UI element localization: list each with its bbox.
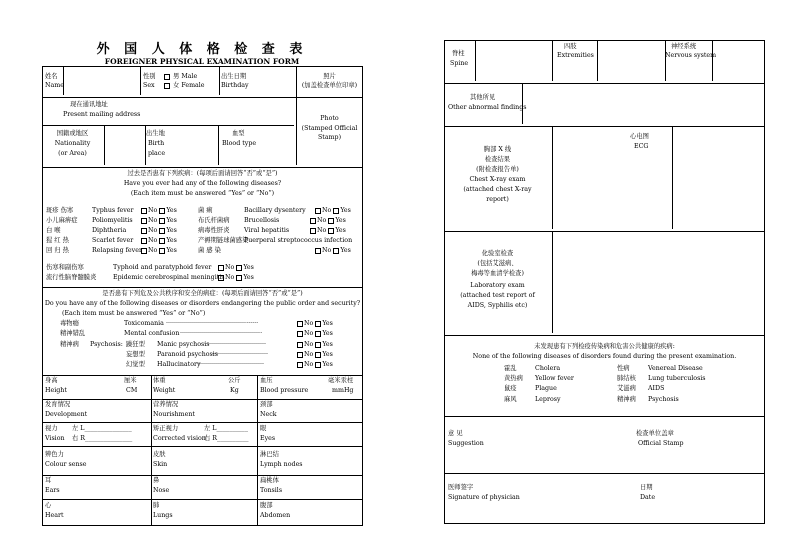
bloodtype-label-en: Blood type: [222, 140, 257, 147]
nationality-label-en-2: (or Area): [58, 150, 87, 157]
disease-en: Poliomyelitis: [92, 217, 133, 224]
disease-answer[interactable]: No Yes: [218, 264, 254, 272]
list-item: 霍乱: [504, 365, 517, 372]
list-item: Venereal Disease: [648, 365, 703, 372]
disease-zh: 伤寒和副伤寒: [46, 264, 84, 271]
xray-line: report): [486, 196, 509, 203]
disorder-answer[interactable]: No Yes: [297, 320, 333, 328]
disorder-answer[interactable]: No Yes: [297, 361, 333, 369]
list-item: 性病: [617, 365, 630, 372]
extremities-label-zh: 四肢: [564, 43, 577, 50]
colour-sense-label-zh: 辨色力: [45, 451, 64, 458]
disease-en-2: Puerperal streptococcus infection: [244, 237, 353, 244]
photo-note-en-2: Stamp): [317, 134, 342, 141]
q1-heading-zh: 过去是否患有下列疾病：(每项后面请回答“否”或“是”): [127, 170, 278, 177]
disorder-en: Psychosis:: [90, 341, 123, 348]
list-item: 精神病: [617, 396, 636, 403]
physician-signature-label-en: Signature of physician: [448, 494, 520, 501]
stamp-label-en: Official Stamp: [638, 440, 684, 447]
disease-zh: 流行性脑脊髓膜炎: [46, 274, 97, 281]
tonsils-label-en: Tonsils: [260, 487, 283, 494]
birthday-label-en: Birthday: [221, 82, 249, 89]
lymph-label-en: Lymph nodes: [260, 461, 303, 468]
birthplace-label-en-2: place: [148, 150, 166, 157]
name-label-zh: 姓名: [45, 73, 58, 80]
q2-heading-zh: 是否患有下列危及公共秩序和安全的病症：(每项后面请回答“否”或“是”): [102, 290, 303, 297]
list-item: 艾滋病: [617, 385, 636, 392]
kg-unit-en: Kg: [230, 387, 239, 394]
disease-en-2: Viral hepatitis: [244, 227, 290, 234]
list-item: Leprosy: [535, 396, 561, 403]
neck-label-en: Neck: [260, 411, 277, 418]
disease-zh-2: 病毒性肝炎: [198, 227, 230, 234]
disease-answer[interactable]: No Yes: [218, 274, 254, 282]
eyes-label-zh: 眼: [260, 425, 267, 432]
disease-en: Epidemic cerebrospinal meningitis: [113, 274, 225, 281]
form-title-en: FOREIGNER PHYSICAL EXAMINATION FORM: [104, 57, 300, 66]
list-item: Psychosis: [648, 396, 679, 403]
female-checkbox[interactable]: 女 Female: [164, 82, 205, 90]
disease-zh-2: 菌 感 染: [198, 247, 221, 254]
disease-answer-2[interactable]: No Yes: [315, 247, 351, 255]
disorder-zh-2: 幻觉型: [126, 361, 145, 368]
lab-line: (包括艾滋病、: [477, 260, 518, 267]
q1-heading-en: Have you ever had any of the following diseases?: [123, 180, 282, 187]
colour-sense-label-en: Colour sense: [45, 461, 87, 468]
date-label-zh: 日期: [640, 484, 653, 491]
list-item: Yellow fever: [535, 375, 574, 382]
skin-label-en: Skin: [153, 461, 168, 468]
lab-line: 化验室检查: [481, 250, 514, 257]
list-item: Plague: [535, 385, 557, 392]
address-label-en: Present mailing address: [63, 111, 141, 118]
disorder-answer[interactable]: No Yes: [297, 351, 333, 359]
vision-label-zh: 视力: [45, 425, 58, 432]
q2-heading-en-2: (Each item must be answered “Yes” or “No”): [62, 310, 206, 317]
stamp-label-zh: 检查单位盖章: [636, 430, 674, 437]
male-checkbox[interactable]: 男 Male: [164, 73, 197, 81]
nervous-label-en: Nervous system: [665, 52, 717, 59]
disease-answer[interactable]: No Yes: [141, 247, 177, 255]
disease-en: Relapsing fever: [92, 247, 142, 254]
cm-unit-en: CM: [126, 387, 138, 394]
name-label-en: Name: [45, 82, 64, 89]
photo-note-en: (Stamped Official: [301, 125, 358, 132]
birthplace-label-en: Birth: [148, 140, 165, 147]
disease-zh-2: 菌 痢: [198, 207, 213, 214]
address-label-zh: 现在通讯地址: [70, 101, 108, 108]
mmhg-unit-en: mmHg: [332, 387, 354, 394]
other-findings-label-en: Other abnormal findings: [448, 104, 527, 111]
ears-label-en: Ears: [45, 487, 60, 494]
photo-label-zh: 照片: [323, 73, 336, 80]
weight-label-en: Weight: [153, 387, 176, 394]
disorder-answer[interactable]: No Yes: [297, 330, 333, 338]
corrected-vision-label-en: Corrected vision: [153, 435, 206, 442]
tonsils-label-zh: 扁桃体: [260, 477, 279, 484]
nourishment-label-zh: 营养情况: [153, 401, 179, 408]
nose-label-zh: 鼻: [153, 477, 160, 484]
list-item: AIDS: [648, 385, 665, 392]
mmhg-unit-zh: 毫米汞柱: [328, 377, 354, 384]
other-findings-label-zh: 其他所见: [470, 94, 496, 101]
sex-label-en: Sex: [143, 82, 155, 89]
nourishment-label-en: Nourishment: [153, 411, 195, 418]
physician-signature-label-zh: 医师签字: [448, 484, 474, 491]
disease-en: Diphtheria: [92, 227, 127, 234]
neck-label-zh: 颈部: [260, 401, 273, 408]
disorder-en-2: Manic psychosis: [157, 341, 210, 348]
list-item: 黄热病: [504, 375, 523, 382]
disorder-zh-2: 妄想型: [126, 351, 145, 358]
disease-answer[interactable]: No Yes: [141, 227, 177, 235]
nationality-label-en: Nationality: [54, 140, 91, 147]
disorder-en-2: Paranoid psychosis: [157, 351, 219, 358]
nationality-label-zh: 国籍或地区: [56, 130, 89, 137]
disease-zh-2: 产褥期链球菌感染: [198, 237, 249, 244]
photo-note-zh: (加盖检查单位印章): [301, 82, 358, 89]
disorder-zh: 毒物瘾: [60, 320, 79, 327]
disease-answer-2[interactable]: No Yes: [315, 207, 351, 215]
lab-line: Laboratory exam: [470, 282, 525, 289]
sex-label-zh: 性别: [143, 73, 156, 80]
lymph-label-zh: 淋巴结: [260, 451, 279, 458]
ecg-label-en: ECG: [634, 143, 649, 150]
abdomen-label-zh: 腹部: [260, 502, 273, 509]
spine-label-zh: 脊柱: [452, 50, 465, 57]
skin-label-zh: 皮肤: [153, 451, 166, 458]
xray-line: 胸部 X 线: [483, 146, 512, 153]
height-label-en: Height: [45, 387, 67, 394]
xray-line: (附检查报告单): [476, 166, 519, 173]
vision-label-en: Vision: [45, 435, 65, 442]
vision-right-field[interactable]: 右 R_______________: [72, 435, 133, 442]
disease-zh: 白 喉: [46, 227, 61, 234]
weight-label-zh: 体重: [153, 377, 166, 384]
nervous-label-zh: 神经系统: [671, 43, 697, 50]
lab-line: AIDS, Syphilis etc): [467, 302, 528, 309]
disease-answer[interactable]: No Yes: [141, 207, 177, 215]
none-found-heading-en: None of the following diseases of disorders found during the present examination.: [472, 353, 737, 360]
list-item: 麻风: [504, 396, 517, 403]
q2-heading-en: Do you have any of the following diseases or disorders endangering the public order and security?: [44, 300, 361, 307]
date-label-en: Date: [640, 494, 656, 501]
disease-zh: 猩 红 热: [46, 237, 69, 244]
xray-line: 检查结果: [484, 156, 511, 163]
cm-unit-zh: 厘米: [124, 377, 137, 384]
list-item: Cholera: [535, 365, 561, 372]
list-item: 鼠疫: [504, 385, 517, 392]
form-title-zh: 外 国 人 体 格 检 查 表: [96, 42, 308, 57]
none-found-heading-zh: 未发现患有下列检疫传染病和危害公共健康的疾病:: [534, 343, 675, 350]
corrected-vision-right-field[interactable]: 右 R__________: [204, 435, 249, 442]
lungs-label-en: Lungs: [153, 512, 173, 519]
disease-en: Typhus fever: [92, 207, 134, 214]
disease-zh-2: 布氏杆菌病: [198, 217, 230, 224]
disease-en-2: Bacillary dysentery: [244, 207, 306, 214]
development-label-en: Development: [45, 411, 88, 418]
lab-line: 梅毒等血清学检查): [471, 270, 524, 277]
development-label-zh: 发育情况: [45, 401, 71, 408]
disease-en-2: Brucellosis: [244, 217, 280, 224]
ears-label-zh: 耳: [45, 477, 52, 484]
bp-label-zh: 血压: [260, 377, 273, 384]
list-item: Lung tuberculosis: [648, 375, 706, 382]
bp-label-en: Blood pressure: [260, 387, 309, 394]
kg-unit-zh: 公斤: [228, 377, 241, 384]
disease-en: Scarlet fever: [92, 237, 134, 244]
extremities-label-en: Extremities: [557, 52, 594, 59]
lab-line: (attached test report of: [460, 292, 535, 299]
lungs-label-zh: 肺: [153, 502, 160, 509]
disorder-zh: 精神病: [60, 341, 79, 348]
abdomen-label-en: Abdomen: [260, 512, 291, 519]
disorder-answer[interactable]: No Yes: [297, 341, 333, 349]
birthday-label-zh: 出生日期: [221, 73, 247, 80]
xray-line: (attached chest X-ray: [463, 186, 532, 193]
disease-zh: 小儿麻痹症: [46, 217, 78, 224]
xray-line: Chest X-ray exam: [469, 176, 526, 183]
vision-left-field[interactable]: 左 L_______________: [72, 425, 132, 432]
heart-label-en: Heart: [45, 512, 64, 519]
disease-zh: 斑疹 伤寒: [46, 207, 74, 214]
disease-en: Typhoid and paratyphoid fever: [113, 264, 212, 271]
nose-label-en: Nose: [153, 487, 170, 494]
disease-zh: 回 归 热: [46, 247, 69, 254]
disorder-en: Toxicomania: [124, 320, 164, 327]
bloodtype-label-zh: 血型: [232, 130, 245, 137]
disorder-en: Mental confusion: [124, 330, 180, 337]
spine-label-en: Spine: [450, 60, 469, 67]
corrected-vision-left-field[interactable]: 左 L__________: [204, 425, 248, 432]
heart-label-zh: 心: [45, 502, 52, 509]
disease-answer-2[interactable]: No Yes: [310, 227, 346, 235]
ecg-label-zh: 心电图: [630, 133, 649, 140]
corrected-vision-label-zh: 矫正视力: [153, 425, 179, 432]
photo-label-en: Photo: [320, 115, 339, 122]
birthplace-label-zh: 出生地: [146, 130, 165, 137]
suggestion-label-zh: 意 见: [448, 430, 463, 437]
list-item: 肺结核: [617, 375, 636, 382]
disease-answer-2[interactable]: No Yes: [310, 217, 346, 225]
suggestion-label-en: Suggestion: [448, 440, 484, 447]
eyes-label-en: Eyes: [260, 435, 276, 442]
q1-heading-en-2: (Each item must be answered “Yes” or “No”): [130, 190, 275, 197]
disease-answer[interactable]: No Yes: [141, 217, 177, 225]
disorder-zh: 精神错乱: [60, 330, 86, 337]
disorder-zh-2: 躁狂型: [126, 341, 145, 348]
height-label-zh: 身高: [45, 377, 58, 384]
disorder-en-2: Hallucinatory: [157, 361, 201, 368]
disease-answer[interactable]: No Yes: [141, 237, 177, 245]
